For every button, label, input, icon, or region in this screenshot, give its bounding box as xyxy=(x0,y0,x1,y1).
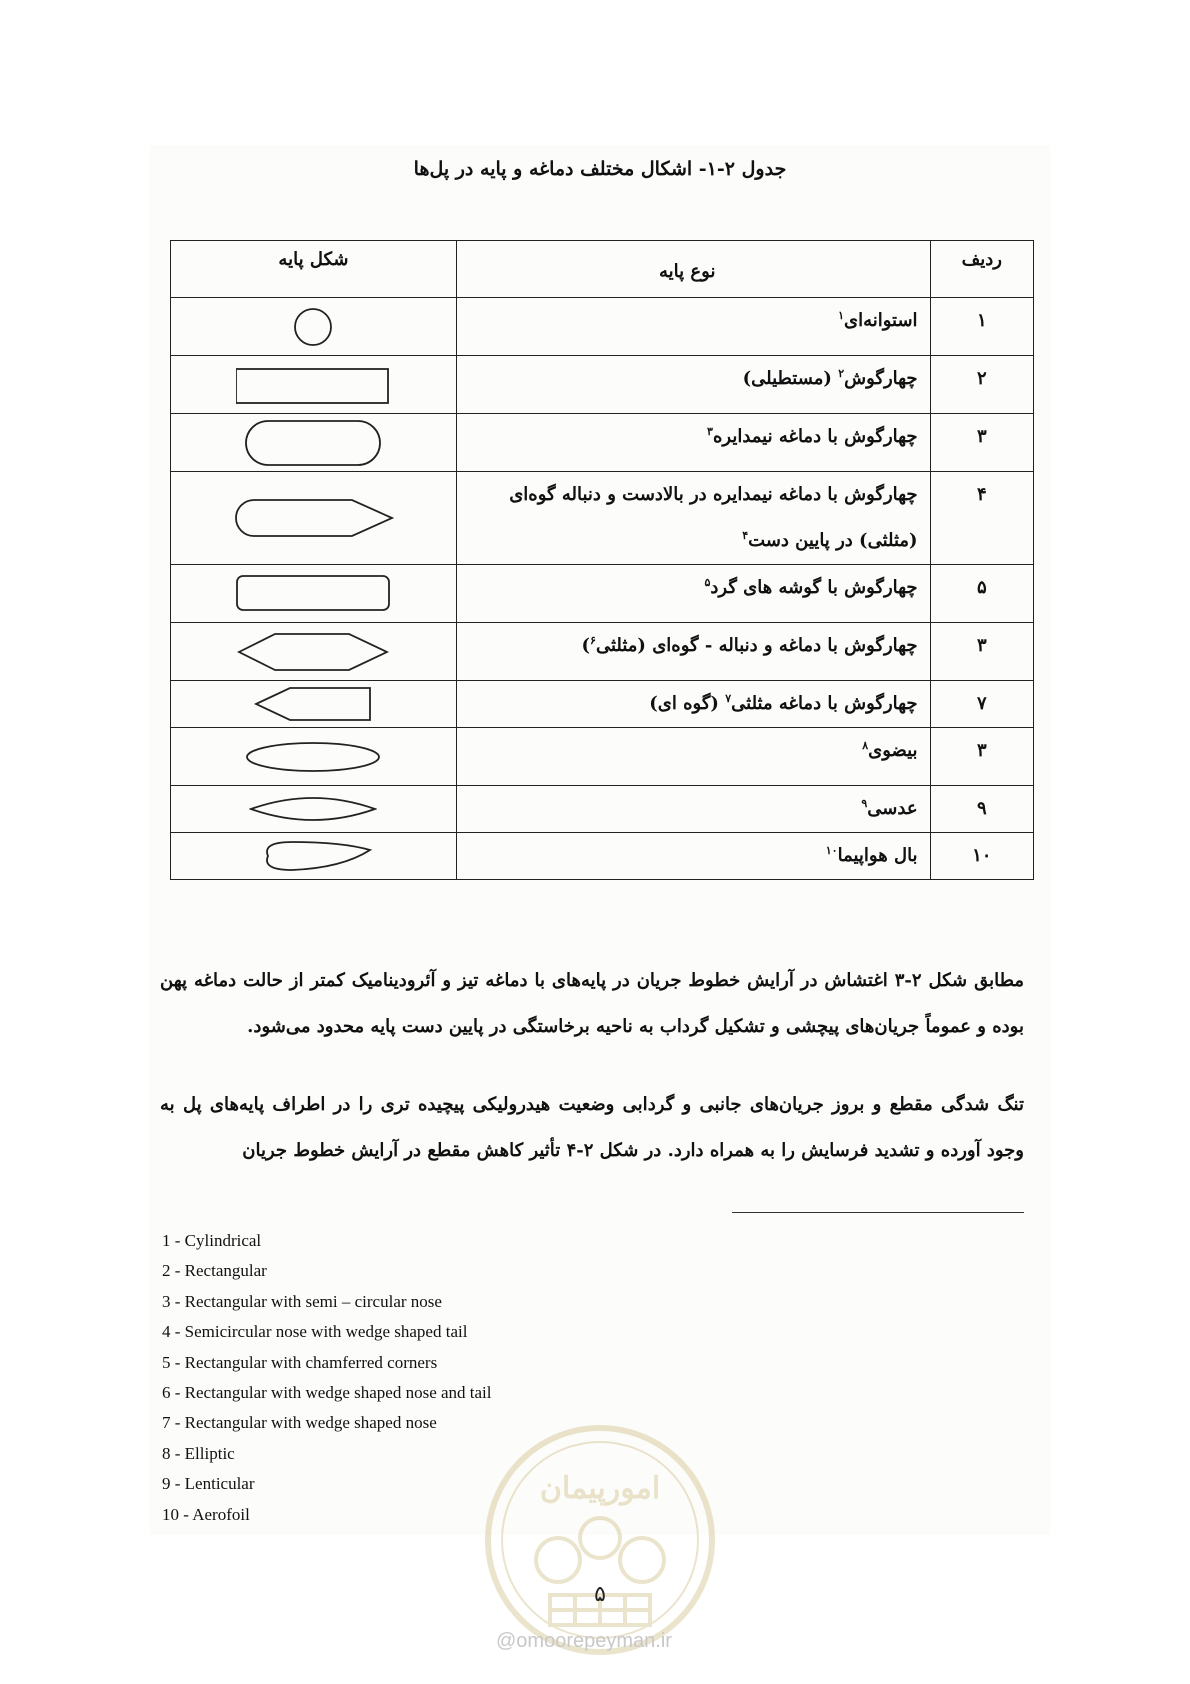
row-pier-type xyxy=(456,472,930,565)
paragraph-2: تنگ شدگی مقطع و بروز جریان‌های جانبی و گردابی وضعیت هیدرولیکی پیچیده تری را در اطراف پایه‌های پل به وجود آورده و تشدید فرسایش را به همراه دارد. در شکل ۲-۴ تأثیر کاهش مقطع در آرایش خطوط جریان xyxy=(160,1094,1024,1161)
row-index: ۳ xyxy=(930,414,1033,472)
footnote-ref: ۵ xyxy=(704,576,711,589)
row-pier-type xyxy=(456,356,930,414)
pier-type-text: چهارگوش xyxy=(844,368,918,389)
footnote: 7 - Rectangular with wedge shaped nose xyxy=(162,1413,437,1433)
row-index: ۳ xyxy=(930,623,1033,681)
row-shape xyxy=(171,833,457,880)
pier-type-text: بال هواپیما xyxy=(837,845,918,866)
aerofoil-shape-icon xyxy=(252,838,374,874)
pier-type-text: چهارگوش با دماغه نیمدایره در بالادست و دنباله گوه‌ای xyxy=(509,484,918,505)
row-shape xyxy=(171,414,457,472)
row-index: ۱ xyxy=(930,298,1033,356)
footnote: 4 - Semicircular nose with wedge shaped tail xyxy=(162,1322,468,1342)
footnote-ref: ۴ xyxy=(742,529,749,542)
header-index: ردیف xyxy=(930,241,1033,298)
semicircle-wedge-shape-icon xyxy=(232,498,394,538)
row-pier-type xyxy=(456,298,930,356)
footnote-ref: ۱ xyxy=(838,309,844,322)
footnotes-list xyxy=(162,1226,492,1530)
table-row xyxy=(171,472,1034,565)
row-shape xyxy=(171,565,457,623)
row-index: ۴ xyxy=(930,472,1033,565)
paragraph-1: مطابق شکل ۲-۳ اغتشاش در آرایش خطوط جریان در پایه‌های با دماغه تیز و آئرودینامیک کمتر از حالت دماغه پهن بوده و عموماً جریان‌های پیچشی و تشکیل گرداب به ناحیه برخاستگی در پایین دست پایه محدود می‌شود. xyxy=(160,970,1024,1037)
svg-text:امورپیمان: امورپیمان xyxy=(539,1471,661,1506)
footnote-rule xyxy=(732,1212,1024,1213)
footnote: 3 - Rectangular with semi – circular nose xyxy=(162,1291,442,1311)
circle-shape-icon xyxy=(243,305,383,349)
rectangle-shape-icon xyxy=(236,365,390,405)
footnote: 6 - Rectangular with wedge shaped nose and tail xyxy=(162,1383,492,1403)
pier-type-text: چهارگوش با دماغه نیمدایره xyxy=(712,426,918,447)
row-shape xyxy=(171,728,457,786)
pier-type-text: چهارگوش با دماغه و دنباله - گوه‌ای (مثلثی xyxy=(595,635,918,656)
footnote: 2 - Rectangular xyxy=(162,1261,267,1281)
row-shape xyxy=(171,356,457,414)
footnote-ref: ۱۰ xyxy=(825,844,838,857)
pier-type-suffix: (مستطیلی) xyxy=(742,368,839,389)
watermark-text: @omoorepeyman.ir xyxy=(496,1630,672,1652)
footnote-ref: ۹ xyxy=(861,797,868,810)
row-shape xyxy=(171,623,457,681)
table-row xyxy=(171,414,1034,472)
pier-type-text: بیضوی xyxy=(868,740,918,761)
pier-type-text: استوانه‌ای xyxy=(843,310,918,331)
row-pier-type xyxy=(456,786,930,833)
footnote-ref: ۲ xyxy=(838,367,845,380)
pier-type-text: چهارگوش با دماغه مثلثی xyxy=(731,693,918,714)
row-shape xyxy=(171,681,457,728)
row-pier-type xyxy=(456,681,930,728)
table-row xyxy=(171,298,1034,356)
header-type: نوع پایه xyxy=(456,241,930,298)
hexagon-shape-icon xyxy=(237,632,389,672)
table-row xyxy=(171,786,1034,833)
footnote-ref: ۳ xyxy=(707,425,713,438)
row-pier-type xyxy=(456,565,930,623)
table-row xyxy=(171,681,1034,728)
row-pier-type xyxy=(456,728,930,786)
omoore-peyman-stamp-logo xyxy=(480,1420,720,1660)
pier-type-suffix: (گوه ای) xyxy=(649,693,726,714)
table-caption: جدول ۲-۱- اشکال مختلف دماغه و پایه در پل‌ها xyxy=(413,158,787,180)
row-pier-type xyxy=(456,833,930,880)
header-shape: شکل پایه xyxy=(171,241,457,298)
footnote: 9 - Lenticular xyxy=(162,1474,255,1494)
row-index: ۵ xyxy=(930,565,1033,623)
table-row xyxy=(171,565,1034,623)
pier-type-suffix: ) xyxy=(581,635,591,656)
pier-type-continuation: (مثلثی) در پایین دست xyxy=(748,530,918,551)
wedge-nose-shape-icon xyxy=(254,686,372,722)
ellipse-shape-icon xyxy=(245,741,381,773)
pier-type-text: عدسی xyxy=(867,798,918,819)
stadium-shape-icon xyxy=(244,419,382,467)
lens-shape-icon xyxy=(249,795,377,823)
table-header-row xyxy=(171,241,1034,298)
table-row xyxy=(171,623,1034,681)
footnote: 5 - Rectangular with chamferred corners xyxy=(162,1352,438,1372)
row-pier-type xyxy=(456,623,930,681)
row-index: ۷ xyxy=(930,681,1033,728)
pier-shapes-table xyxy=(170,240,1034,880)
footnote-ref: ۶ xyxy=(590,634,596,647)
table-row xyxy=(171,728,1034,786)
page-number: ۵ xyxy=(594,1582,606,1607)
footnote: 1 - Cylindrical xyxy=(162,1231,262,1250)
row-index: ۹ xyxy=(930,786,1033,833)
footnote-ref: ۸ xyxy=(862,739,869,752)
row-shape xyxy=(171,786,457,833)
row-shape xyxy=(171,298,457,356)
rounded-rect-shape-icon xyxy=(235,574,391,614)
footnote-ref: ۷ xyxy=(725,692,732,705)
row-index: ۲ xyxy=(930,356,1033,414)
footnote: 10 - Aerofoil xyxy=(162,1504,250,1524)
row-pier-type xyxy=(456,414,930,472)
row-index: ۳ xyxy=(930,728,1033,786)
table-row xyxy=(171,833,1034,880)
row-shape xyxy=(171,472,457,565)
table-row xyxy=(171,356,1034,414)
row-index: ۱۰ xyxy=(930,833,1033,880)
pier-type-text: چهارگوش با گوشه های گرد xyxy=(710,577,918,598)
footnote: 8 - Elliptic xyxy=(162,1443,235,1463)
